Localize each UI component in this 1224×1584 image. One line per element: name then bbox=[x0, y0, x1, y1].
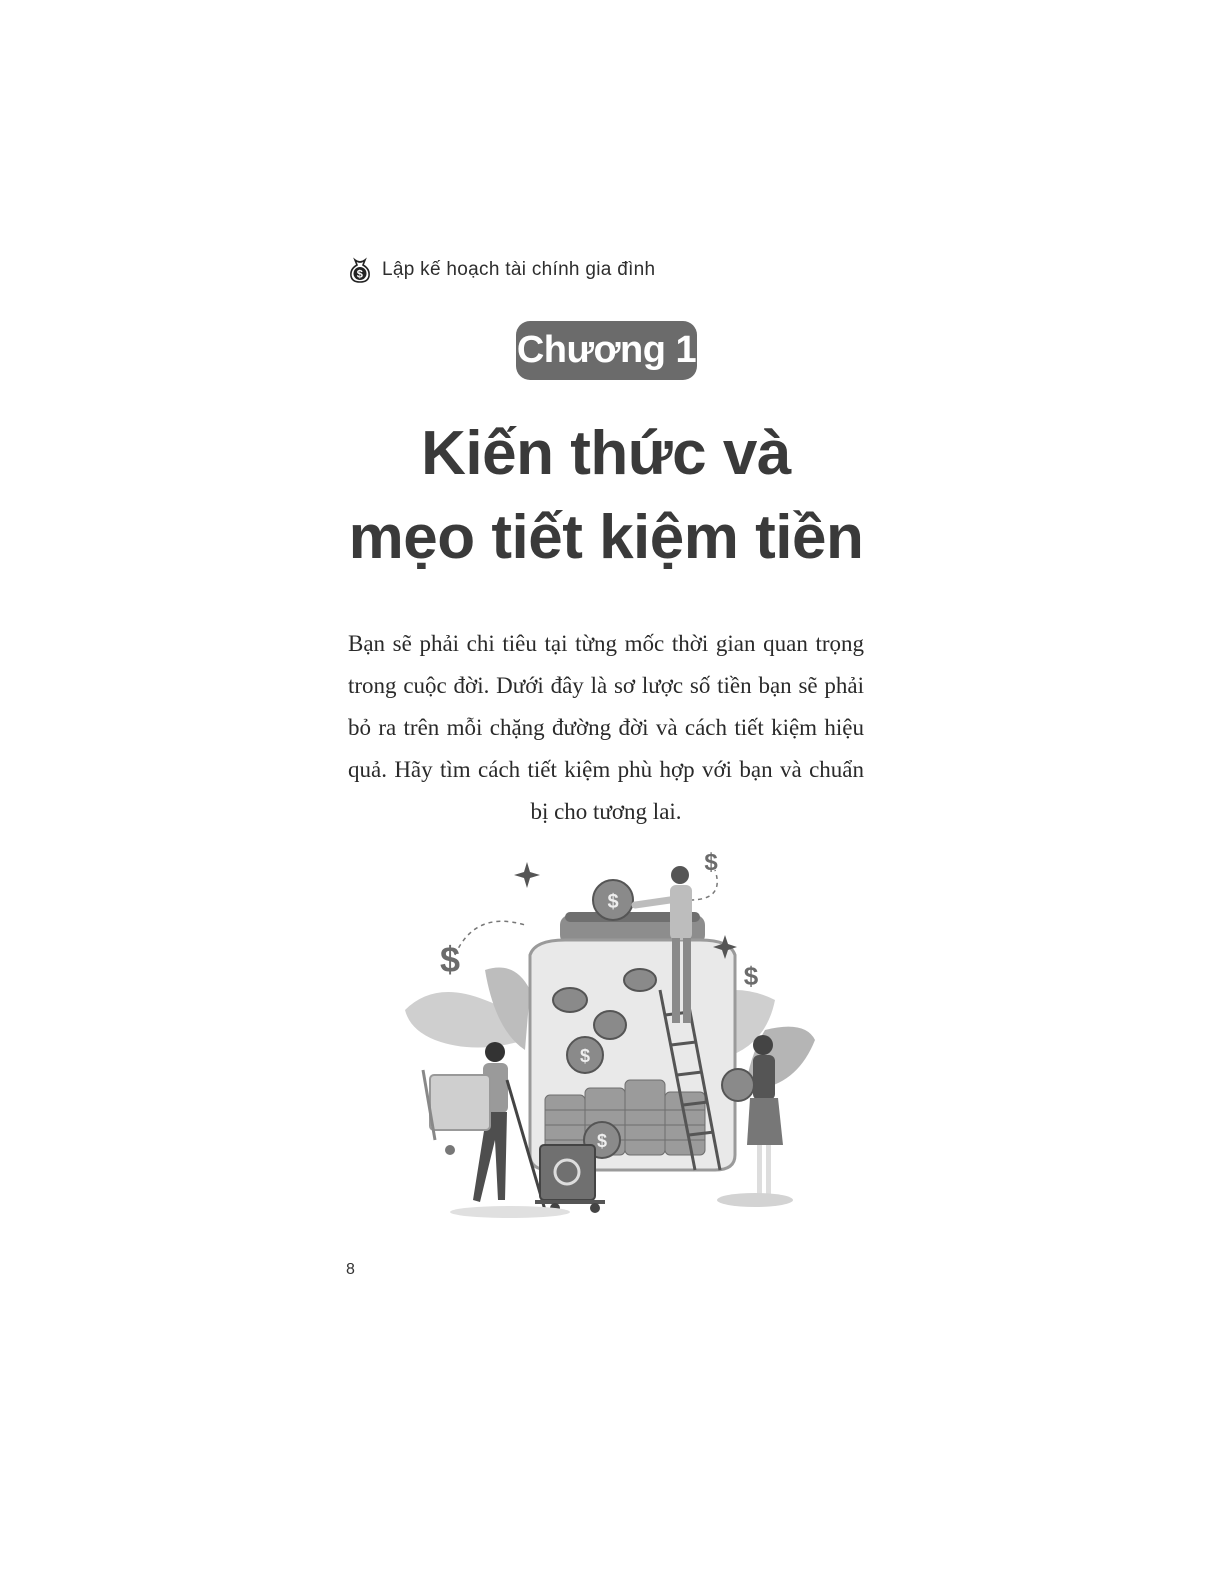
illustration-svg bbox=[395, 840, 825, 1230]
running-header-title: Lập kế hoạch tài chính gia đình bbox=[382, 259, 656, 280]
floating-dollar-left: $ bbox=[439, 939, 461, 980]
running-header bbox=[346, 256, 655, 284]
chapter-title bbox=[300, 412, 912, 580]
chapter-title-line-1: Kiến thức và bbox=[421, 419, 791, 488]
chapter-badge: Chương 1 bbox=[516, 321, 697, 380]
intro-paragraph: Bạn sẽ phải chi tiêu tại từng mốc thời gian quan trọng trong cuộc đời. Dưới đây là sơ lược số tiền bạn sẽ phải bỏ ra trên mỗi chặng đường đời và cách tiết kiệm hiệu quả. Hãy tìm cách tiết kiệm phù hợp với bạn và chuẩn bị cho tương lai. bbox=[348, 631, 864, 824]
coin-dollar-1: $ bbox=[607, 891, 619, 913]
money-bag-icon bbox=[346, 256, 374, 284]
page-number: 8 bbox=[346, 1261, 355, 1278]
coin-dollar-3: $ bbox=[596, 1131, 608, 1151]
floating-dollar-top: $ bbox=[704, 849, 718, 876]
chapter-title-line-2: mẹo tiết kiệm tiền bbox=[348, 503, 864, 572]
savings-jar-illustration bbox=[395, 840, 825, 1230]
svg-text:$: $ bbox=[356, 268, 364, 281]
floating-dollar-right: $ bbox=[743, 961, 759, 991]
coin-dollar-2: $ bbox=[579, 1046, 591, 1066]
